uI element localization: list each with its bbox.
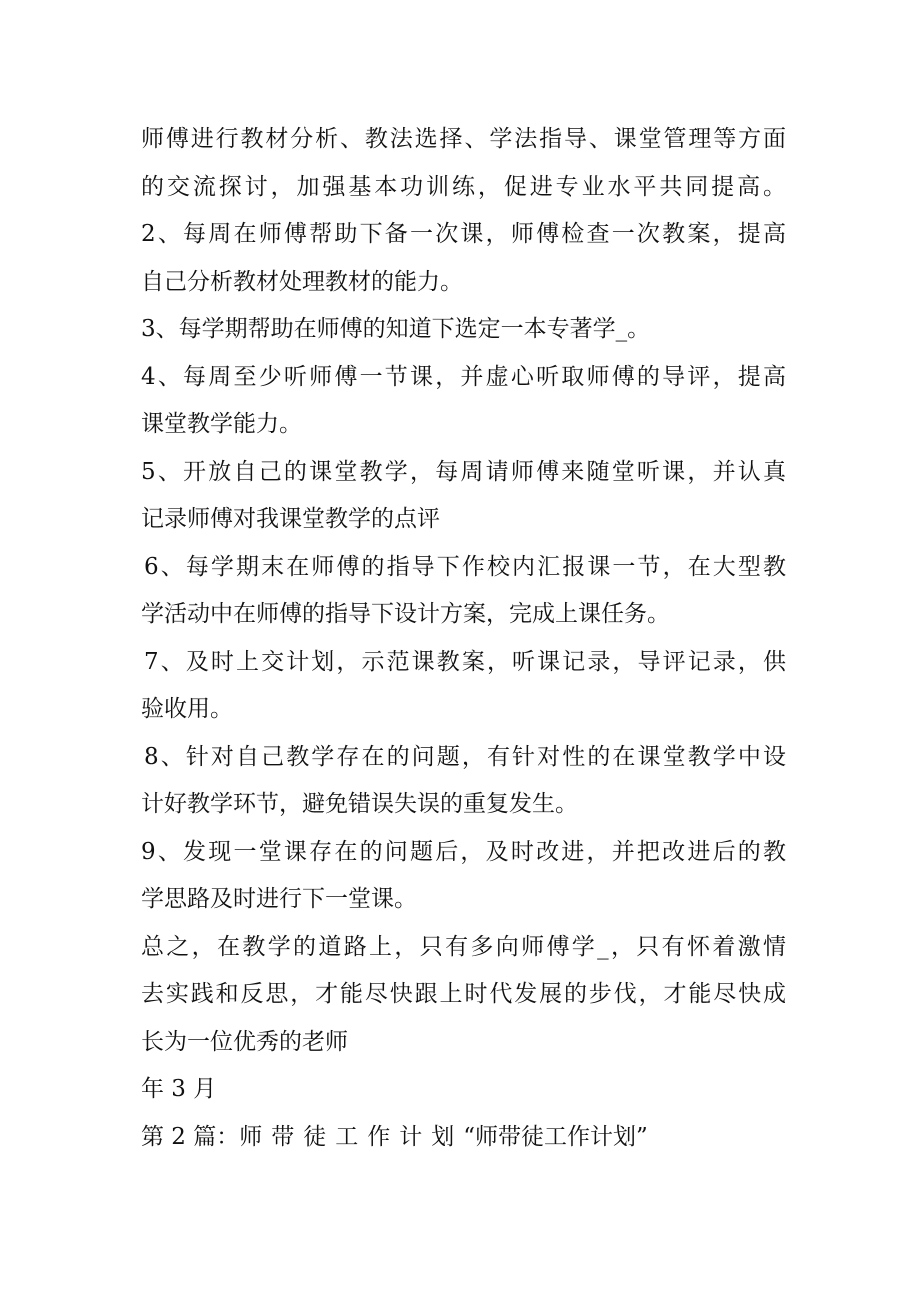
section-title-prefix: 第 2 篇：: [141, 1123, 240, 1150]
section-title-quoted: “师带徒工作计划”: [463, 1123, 648, 1150]
document-body: [141, 116, 786, 1161]
list-item-7-line-1: 7、及时上交计划，示范课教案，听课记录，导评记录，供: [144, 648, 786, 675]
list-item-2-line-2: 自己分析教材处理教材的能力。: [141, 268, 463, 295]
list-item-7-line-2: 验收用。: [141, 696, 233, 722]
list-item-9-line-2: 学思路及时进行下一堂课。: [141, 886, 417, 912]
conclusion-line-1: 总之，在教学的道路上，只有多向师傅学_，只有怀着激情: [141, 933, 786, 960]
list-item-4-line-1: 4、每周至少听师傅一节课，并虚心听取师傅的导评，提高: [141, 363, 786, 390]
list-item-8-line-1: 8、针对自己教学存在的问题，有针对性的在课堂教学中设: [144, 743, 786, 770]
list-item-2-line-1: 2、每周在师傅帮助下备一次课，师傅检查一次教案，提高: [141, 221, 786, 247]
date-line: 年 3 月: [141, 1076, 217, 1102]
conclusion-line-2: 去实践和反思，才能尽快跟上时代发展的步伐，才能尽快成: [141, 981, 786, 1007]
list-item-6-line-1: 6、每学期末在师傅的指导下作校内汇报课一节，在大型教: [144, 553, 786, 580]
list-item-3: 3、每学期帮助在师傅的知道下选定一本专著学_。: [141, 316, 651, 342]
list-item-4-line-2: 课堂教学能力。: [141, 411, 302, 437]
conclusion-line-3: 长为一位优秀的老师: [141, 1028, 348, 1055]
list-item-5-line-1: 5、开放自己的课堂教学，每周请师傅来随堂听课，并认真: [141, 458, 786, 485]
list-item-9-line-1: 9、发现一堂课存在的问题后，及时改进，并把改进后的教: [141, 838, 786, 865]
list-item-5-line-2: 记录师傅对我课堂教学的点评: [141, 506, 440, 532]
section-title: [141, 1114, 786, 1162]
body-line-2: 的交流探讨，加强基本功训练，促进专业水平共同提高。: [141, 173, 786, 200]
body-line-1: 师傅进行教材分析、教法选择、学法指导、课堂管理等方面: [141, 126, 786, 152]
list-item-8-line-2: 计好教学环节，避免错误失误的重复发生。: [141, 791, 578, 817]
section-title-spaced: 师带徒工作计划: [239, 1123, 464, 1150]
list-item-6-line-2: 学活动中在师傅的指导下设计方案，完成上课任务。: [141, 601, 670, 627]
